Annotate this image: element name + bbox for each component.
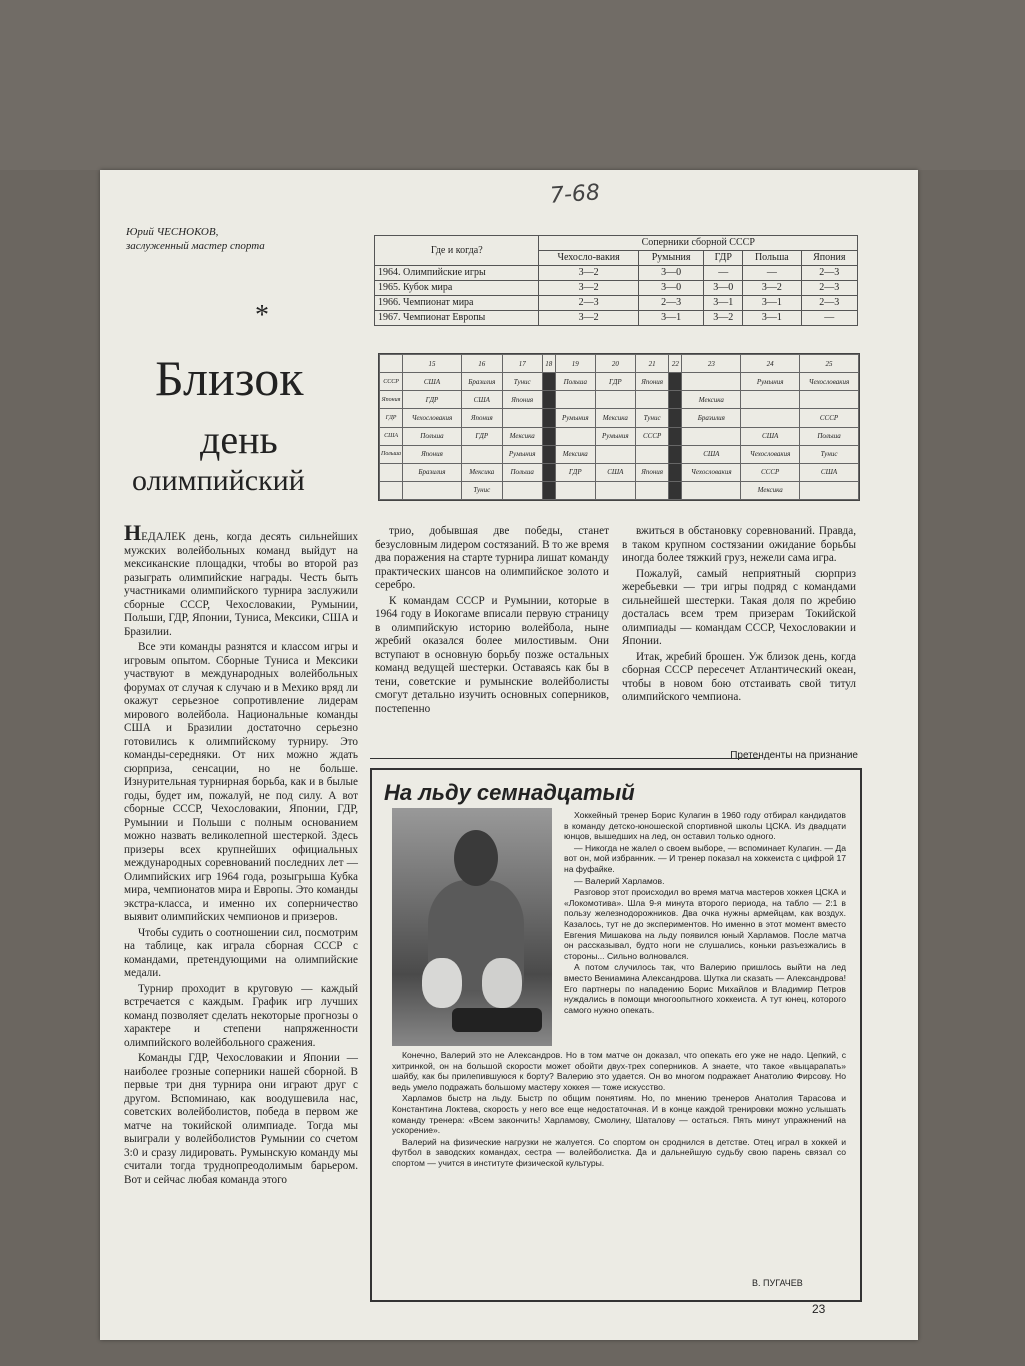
results-cell: 3—0 — [638, 266, 704, 281]
results-cell: 3—1 — [743, 296, 801, 311]
headline-line-3: олимпийский — [132, 464, 305, 497]
schedule-group-label: США — [380, 427, 403, 445]
article-column-2 — [375, 525, 609, 718]
schedule-row — [380, 463, 859, 481]
article-paragraph: Итак, жребий брошен. Уж близок день, когда сборная СССР пересечет Атлантический океан, чтобы в новом бою отстаивать свой титул олимпийского чемпиона. — [622, 650, 856, 703]
schedule-day-header: 22 — [669, 355, 682, 373]
schedule-row — [380, 409, 859, 427]
results-cell: 3—0 — [704, 281, 743, 296]
drop-cap: Н — [124, 520, 142, 545]
results-cell: 3—2 — [539, 266, 638, 281]
schedule-cell: СССР — [800, 409, 859, 427]
schedule-cell: США — [403, 373, 462, 391]
schedule-cell: Мексика — [682, 391, 741, 409]
results-event: 1964. Олимпийские игры — [375, 266, 539, 281]
schedule-cell — [669, 391, 682, 409]
schedule-cell: Чехословакия — [682, 463, 741, 481]
schedule-cell — [542, 481, 555, 499]
results-event: 1966. Чемпионат мира — [375, 296, 539, 311]
schedule-cell: Польша — [502, 463, 542, 481]
results-cell: 3—2 — [743, 281, 801, 296]
results-team-header: Румыния — [638, 251, 704, 266]
schedule-cell: Бразилия — [682, 409, 741, 427]
schedule-cell: Румыния — [595, 427, 635, 445]
schedule-cell — [555, 481, 595, 499]
schedule-cell — [669, 373, 682, 391]
schedule-cell — [669, 427, 682, 445]
schedule-day-header: 21 — [635, 355, 669, 373]
schedule-cell: Польша — [403, 427, 462, 445]
insert-title: На льду семнадцатый — [384, 780, 635, 805]
schedule-cell: СССР — [635, 427, 669, 445]
schedule-day-header: 20 — [595, 355, 635, 373]
schedule-cell — [669, 409, 682, 427]
schedule-group-label — [380, 463, 403, 481]
results-cell: — — [743, 266, 801, 281]
schedule-group-label — [380, 481, 403, 499]
insert-paragraph: Разговор этот происходил во время матча мастеров хоккея ЦСКА и «Локомотива». Шла 9-я минута второго периода, на табло — 2:1 в пользу железнодорожников. Два очка нужны армейцам, как воздух. Казалось, тут не до экспериментов. Но именно в этот момент вместо Евгения Мишакова на льду появился юный Харламов. После матча он рассказывал, будто ноги не слушались, коньки разъезжались в стороны... Сильно волновался. — [564, 887, 846, 961]
schedule-cell: Япония — [502, 391, 542, 409]
results-header-where: Где и когда? — [375, 236, 539, 266]
headline-line-1: Близок — [155, 350, 304, 406]
results-event: 1965. Кубок мира — [375, 281, 539, 296]
photo-skate — [452, 1008, 542, 1032]
results-team-header: Чехосло-вакия — [539, 251, 638, 266]
schedule-cell: США — [682, 445, 741, 463]
schedule-cell — [669, 445, 682, 463]
insert-text-bottom — [392, 1050, 846, 1170]
schedule-day-header: 17 — [502, 355, 542, 373]
schedule-cell: Румыния — [555, 409, 595, 427]
rubric-divider — [370, 758, 760, 759]
schedule-cell — [502, 409, 542, 427]
schedule-cell: США — [741, 427, 800, 445]
article-paragraph: Пожалуй, самый неприятный сюрприз жеребьевки — три игры подряд с командами сильнейшей шестерки. Такая доля по жребию досталась всем трем призерам Токийской олимпиады — командам СССР, Чехословакии и Японии. — [622, 567, 856, 647]
schedule-cell: Бразилия — [403, 463, 462, 481]
sidebar-insert — [370, 768, 862, 1302]
schedule-day-header: 16 — [461, 355, 502, 373]
results-cell: 3—2 — [539, 281, 638, 296]
schedule-row — [380, 391, 859, 409]
schedule-cell: СССР — [741, 463, 800, 481]
schedule-group-label: Польша — [380, 445, 403, 463]
results-cell: 2—3 — [638, 296, 704, 311]
schedule-cell — [682, 481, 741, 499]
schedule-cell — [682, 427, 741, 445]
schedule-cell — [669, 463, 682, 481]
schedule-cell: США — [461, 391, 502, 409]
results-cell: 3—1 — [743, 311, 801, 326]
insert-rubric: Претенденты на признание — [730, 750, 858, 761]
schedule-cell: ГДР — [555, 463, 595, 481]
schedule-day-header: 24 — [741, 355, 800, 373]
schedule-cell — [800, 391, 859, 409]
schedule-cell — [741, 391, 800, 409]
schedule-cell: Мексика — [555, 445, 595, 463]
article-paragraph: вжиться в обстановку соревнований. Правда, в таком крупном состязании ожидание борьбы иногда более тяжкий груз, нежели сама игра. — [622, 525, 856, 564]
results-cell: 2—3 — [801, 266, 857, 281]
schedule-cell: Тунис — [502, 373, 542, 391]
results-cell: 3—0 — [638, 281, 704, 296]
article-paragraph: Чтобы судить о соотношении сил, посмотрим на таблице, как играла сборная СССР с командами, претендующими на олимпийские медали. — [124, 926, 358, 979]
author-byline — [126, 225, 265, 253]
photo-head-shape — [454, 830, 498, 886]
results-event: 1967. Чемпионат Европы — [375, 311, 539, 326]
schedule-cell — [542, 427, 555, 445]
schedule-cell: Чехословакия — [800, 373, 859, 391]
schedule-cell — [542, 409, 555, 427]
results-cell: 3—1 — [638, 311, 704, 326]
results-cell: — — [801, 311, 857, 326]
schedule-cell: ГДР — [461, 427, 502, 445]
schedule-cell: ГДР — [403, 391, 462, 409]
schedule-cell — [542, 391, 555, 409]
results-cell: — — [704, 266, 743, 281]
schedule-cell — [741, 409, 800, 427]
photo-knee-pad-right — [482, 958, 522, 1008]
schedule-cell — [403, 481, 462, 499]
schedule-row — [380, 427, 859, 445]
article-column-1 — [124, 520, 358, 1189]
article-paragraph: Все эти команды разнятся и классом игры и игровым опытом. Сборные Туниса и Мексики участвуют в международных волейбольных форумах от случая к случаю и в Мехико вряд ли окажут серьезное сопротивление лидерам мирового волейбола. Национальные команды США и Бразилии достаточно серьезно готовились к олимпийскому турниру. Это команды-середняки. От них можно ждать сюрприза, сенсации, но не больше. Изнурительная турнирная борьба, как и в былые годы, будет им, пожалуй, не под силу. А вот сборные СССР, Чехословакии, Японии, ГДР, Румынии и Польши с полным основанием можно назвать великолепной шестеркой. Здесь призеры всех крупнейших официальных международных соревнований последних лет — Олимпийских игр 1964 года, розыгрыша Кубка мира, чемпионатов мира и Европы. Это команды экстра-класса, и именно их соперничество выявит олимпийских чемпионов и призеров. — [124, 641, 358, 923]
photo-knee-pad-left — [422, 958, 462, 1008]
article-paragraph — [124, 520, 358, 639]
schedule-cell — [555, 427, 595, 445]
schedule-day-header: 25 — [800, 355, 859, 373]
schedule-cell — [669, 481, 682, 499]
results-cell: 2—3 — [801, 296, 857, 311]
headline-line-2: день — [200, 417, 278, 462]
schedule-cell: Мексика — [741, 481, 800, 499]
schedule-cell: США — [800, 463, 859, 481]
background-surface — [0, 0, 1025, 170]
results-header-opponents: Соперники сборной СССР — [539, 236, 858, 251]
schedule-cell — [542, 373, 555, 391]
insert-paragraph: Харламов быстр на льду. Быстр по общим понятиям. Но, по мнению тренеров Анатолия Тарасова и Константина Локтева, скорость у него все еще недостаточная. И в конце каждой тренировки можно услышать команду тренера: «Всем закончить! Харламову, Смолину, Шаталову — остаться. Пять минут упражнений на ускорение». — [392, 1093, 846, 1136]
schedule-cell: Япония — [635, 373, 669, 391]
schedule-cell: Тунис — [800, 445, 859, 463]
schedule-cell — [461, 445, 502, 463]
schedule-cell: Мексика — [502, 427, 542, 445]
schedule-cell: Румыния — [502, 445, 542, 463]
results-cell: 3—2 — [704, 311, 743, 326]
handwritten-note: 7-68 — [549, 180, 601, 209]
insert-text-right — [564, 810, 846, 1016]
schedule-group-label: СССР — [380, 373, 403, 391]
schedule-cell: Япония — [635, 463, 669, 481]
schedule-cell: США — [595, 463, 635, 481]
results-row — [375, 281, 858, 296]
schedule-cell — [542, 445, 555, 463]
schedule-cell: Польша — [800, 427, 859, 445]
article-column-3 — [622, 525, 856, 707]
results-cell: 2—3 — [539, 296, 638, 311]
schedule-day-header: 19 — [555, 355, 595, 373]
schedule-row — [380, 481, 859, 499]
results-table — [374, 235, 858, 326]
magazine-page — [100, 170, 918, 1340]
decorative-star: * — [255, 300, 269, 331]
schedule-cell: ГДР — [595, 373, 635, 391]
schedule-cell: Тунис — [461, 481, 502, 499]
results-row — [375, 266, 858, 281]
schedule-cell — [800, 481, 859, 499]
schedule-cell: Польша — [555, 373, 595, 391]
schedule-cell: Мексика — [595, 409, 635, 427]
insert-paragraph: Конечно, Валерий это не Александров. Но в том матче он доказал, что опекать его уже не надо. Цепкий, с хитринкой, он на большой скорости может обойти двух-трех соперников. А знаете, что такое «выцарапать» шайбу, как бы прилепившуюся к борту? Валерию это удается. Он во многом подражает Анатолию Фирсову. Но ведь умело подражать большому мастеру хоккея — тоже искусство. — [392, 1050, 846, 1092]
schedule-cell — [595, 445, 635, 463]
article-paragraph: Команды ГДР, Чехословакии и Японии — наиболее грозные соперники нашей сборной. В первые три дня турнира они играют друг с другом. Вспоминаю, как воодушевила нас, советских волейболистов, победа в первом же матче на токийской олимпиаде. Тогда мы выиграли у волейболистов Румынии со счетом 3:0 и сразу лидировать. Румынскую команду мы считали тогда труднопреодолимым барьером. Вот и сейчас любая команда этого — [124, 1052, 358, 1186]
schedule-group-label: Япония — [380, 391, 403, 409]
schedule-cell — [635, 481, 669, 499]
article-paragraph: трио, добывшая две победы, станет безусловным лидером состязаний. В то же время два поражения на старте турнира лишат команду практических шансов на олимпийское золото и серебро. — [375, 525, 609, 591]
author-name: Юрий ЧЕСНОКОВ, — [126, 226, 219, 238]
author-title: заслуженный мастер спорта — [126, 240, 265, 252]
page-number: 23 — [812, 1302, 826, 1316]
results-cell: 3—2 — [539, 311, 638, 326]
insert-paragraph: — Никогда не жалел о своем выборе, — вспоминает Кулагин. — Да вот он, мой избранник. — И тренер показал на хоккеиста с цифрой 17 на фуфайке. — [564, 842, 846, 874]
insert-signature: В. ПУГАЧЕВ — [752, 1278, 803, 1288]
insert-paragraph: — Валерий Харламов. — [574, 875, 665, 886]
article-paragraph-text: ЕДАЛЕК день, когда десять сильнейших мужских волейбольных команд выйдут на мексиканские площадки, чтобы во второй раз разыграть олимпийские награды. Честь быть участниками олимпийского турнира заслужили сборные СССР, Чехословакии, Румынии, Польши, ГДР, Японии, Туниса, Мексики, США и Бразилии. — [124, 531, 358, 638]
results-team-header: Польша — [743, 251, 801, 266]
schedule-cell: Япония — [461, 409, 502, 427]
schedule-cell — [682, 373, 741, 391]
insert-paragraph: Хоккейный тренер Борис Кулагин в 1960 году отбирал кандидатов в команду детско-юношеской спортивной школы ЦСКА. Из двадцати юнцов, вышедших на лед, он оставил только одного. — [564, 810, 846, 842]
schedule-cell: Чехословакия — [403, 409, 462, 427]
article-paragraph: Турнир проходит в круговую — каждый встречается с каждым. График игр лучших команд позволяет сделать некоторые прогнозы о характере и степени напряженности олимпийского волейбольного сражения. — [124, 982, 358, 1049]
schedule-header-row — [380, 355, 859, 373]
results-team-header: Япония — [801, 251, 857, 266]
schedule-cell: Япония — [403, 445, 462, 463]
schedule-cell — [635, 445, 669, 463]
insert-paragraph: Валерий на физические нагрузки не жалуется. Со спортом он сроднился в детстве. Отец играл в хоккей и футбол в заводских командах, сестра — волейболистка. Да и дальнейшую судьбу свою парень связал со спортом — учится в институте физической культуры. — [392, 1136, 846, 1168]
results-cell: 2—3 — [801, 281, 857, 296]
schedule-cell — [502, 481, 542, 499]
results-row — [375, 311, 858, 326]
schedule-cell: Румыния — [741, 373, 800, 391]
schedule-cell — [595, 391, 635, 409]
insert-paragraph: А потом случилось так, что Валерию пришлось выйти на лед вместо Вениамина Александрова. Шутка ли сказать — Александрова! Его партнеры по нападению Борис Михайлов и Владимир Петров нуждались в помощи многоопытного хоккеиста. А тут юнец, которого самого нужно опекать. — [564, 962, 846, 1015]
schedule-row — [380, 445, 859, 463]
schedule-row — [380, 373, 859, 391]
schedule-cell: Бразилия — [461, 373, 502, 391]
article-paragraph: К командам СССР и Румынии, которые в 1964 году в Иокогаме вписали первую страницу в олимпийскую историю волейбола, ныне жребий оказался более милостивым. Они вступают в основную борьбу позже остальных команд ведущей шестерки. Оставаясь как бы в тени, советские и румынские волейболисты смогут детально изучить основных соперников, постепенно — [375, 594, 609, 715]
schedule-cell — [555, 391, 595, 409]
schedule-cell: Чехословакия — [741, 445, 800, 463]
schedule-grid — [378, 353, 860, 501]
results-cell: 3—1 — [704, 296, 743, 311]
results-team-header: ГДР — [704, 251, 743, 266]
schedule-day-header: 18 — [542, 355, 555, 373]
schedule-cell — [542, 463, 555, 481]
schedule-corner — [380, 355, 403, 373]
schedule-day-header: 23 — [682, 355, 741, 373]
schedule-cell — [635, 391, 669, 409]
schedule-cell: Тунис — [635, 409, 669, 427]
schedule-day-header: 15 — [403, 355, 462, 373]
results-row — [375, 296, 858, 311]
schedule-cell — [595, 481, 635, 499]
schedule-group-label: ГДР — [380, 409, 403, 427]
schedule-cell: Мексика — [461, 463, 502, 481]
hockey-player-photo — [392, 808, 552, 1046]
